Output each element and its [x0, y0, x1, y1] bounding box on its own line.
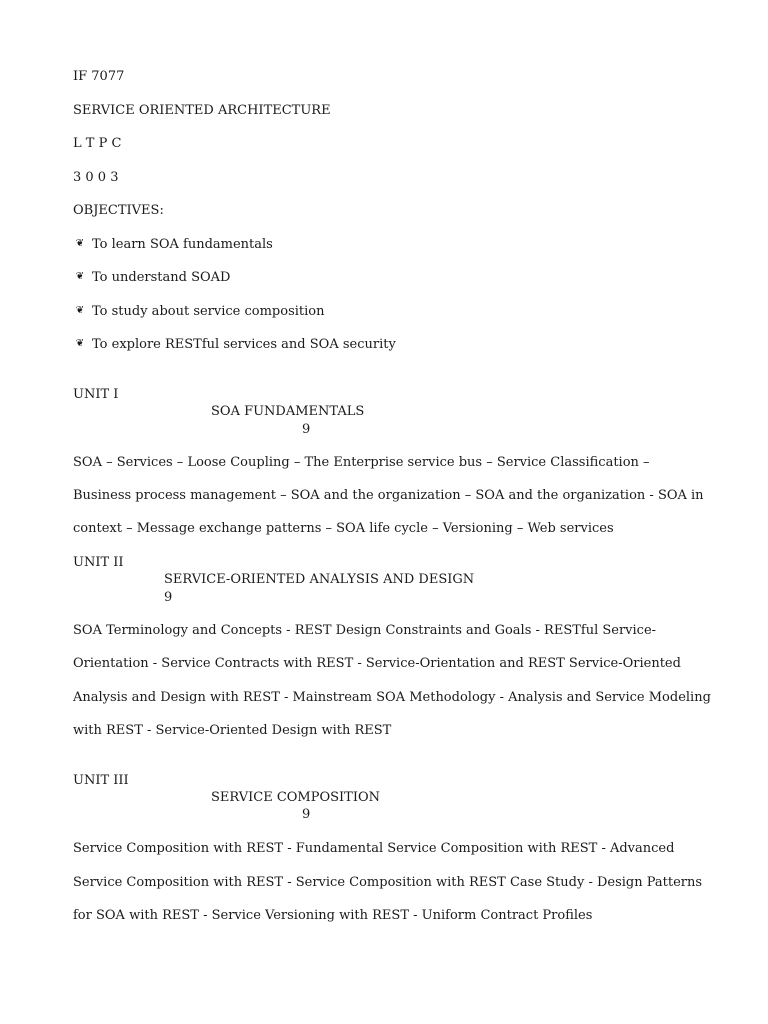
ltpc-values: 3 0 0 3 — [73, 170, 119, 185]
bullet-icon: ❦ — [75, 338, 85, 349]
unit-label: UNIT I — [73, 387, 119, 402]
unit-content-line: Business process management – SOA and the organization – SOA and the organization - SOA in — [73, 488, 704, 503]
unit-content-line: Orientation - Service Contracts with REST - Service-Orientation and REST Service-Oriented — [73, 656, 681, 671]
objectives-heading: OBJECTIVES: — [73, 203, 164, 218]
unit-label: UNIT III — [73, 773, 129, 788]
unit-hours: 9 — [164, 590, 173, 605]
unit-content-line: for SOA with REST - Service Versioning with REST - Uniform Contract Profiles — [73, 908, 593, 923]
unit-content-line: Analysis and Design with REST - Mainstream SOA Methodology - Analysis and Service Modeling — [73, 690, 711, 705]
objective-text: To study about service composition — [92, 304, 325, 319]
course-title: SERVICE ORIENTED ARCHITECTURE — [73, 103, 331, 118]
unit-hours: 9 — [302, 422, 311, 437]
unit-hours: 9 — [302, 807, 311, 822]
ltpc-label: L T P C — [73, 136, 122, 151]
objective-text: To understand SOAD — [92, 270, 231, 285]
objective-text: To learn SOA fundamentals — [92, 237, 273, 252]
unit-content-line: context – Message exchange patterns – SOA life cycle – Versioning – Web services — [73, 521, 614, 536]
unit-content-line: Service Composition with REST - Fundamental Service Composition with REST - Advanced — [73, 841, 675, 856]
objective-text: To explore RESTful services and SOA security — [92, 337, 396, 352]
unit-title: SOA FUNDAMENTALS — [211, 404, 365, 419]
bullet-icon: ❦ — [75, 238, 85, 249]
unit-label: UNIT II — [73, 555, 124, 570]
unit-content-line: with REST - Service-Oriented Design with REST — [73, 723, 392, 738]
course-code: IF 7077 — [73, 69, 125, 84]
bullet-icon: ❦ — [75, 305, 85, 316]
unit-title: SERVICE COMPOSITION — [211, 790, 381, 805]
unit-title: SERVICE-ORIENTED ANALYSIS AND DESIGN — [164, 572, 475, 587]
bullet-icon: ❦ — [75, 271, 85, 282]
unit-content-line: Service Composition with REST - Service Composition with REST Case Study - Design Patterns — [73, 875, 703, 890]
unit-content-line: SOA – Services – Loose Coupling – The Enterprise service bus – Service Classification – — [73, 455, 650, 470]
unit-content-line: SOA Terminology and Concepts - REST Design Constraints and Goals - RESTful Service- — [73, 623, 657, 638]
